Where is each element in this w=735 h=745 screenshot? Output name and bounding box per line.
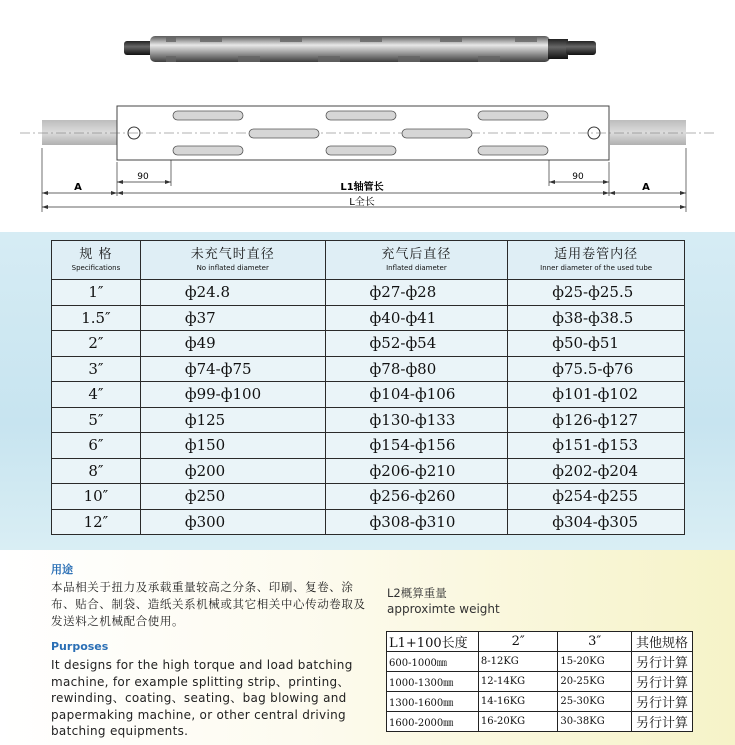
- spec-cell: ф150: [140, 433, 325, 459]
- dim-right-a: A: [642, 182, 650, 193]
- dim-right-90: 90: [572, 172, 584, 182]
- spec-header-cell: 规 格 Specifications: [52, 241, 141, 280]
- purposes-text-en: It designs for the high torque and load batching machine, for example splitting strip、printing、rewinding、coating、seating、bag blowing and papermaking machine, or other central driving batching equipments.: [51, 658, 353, 738]
- l1-label: L1轴管长: [340, 182, 384, 193]
- weight-title-en: approximte weight: [387, 602, 500, 616]
- product-diagram-area: [0, 0, 735, 232]
- spec-cell: ф308-ф310: [325, 509, 508, 535]
- weight-cell: 另行计算: [632, 712, 693, 732]
- spec-header-row: [52, 241, 685, 280]
- weight-table-body: [387, 652, 693, 732]
- shaft-photo: [124, 36, 596, 62]
- weight-cell: 另行计算: [632, 672, 693, 692]
- weight-cell: 20-25KG: [558, 672, 632, 692]
- weight-cell: 14-16KG: [478, 692, 558, 712]
- usage-title: 用途: [51, 563, 73, 576]
- spec-row: [52, 458, 685, 484]
- spec-row: [52, 484, 685, 510]
- spec-cell: ф206-ф210: [325, 458, 508, 484]
- weight-cell: 1000-1300㎜: [387, 672, 479, 692]
- spec-cell: ф24.8: [140, 280, 325, 306]
- spec-cell: ф130-ф133: [325, 407, 508, 433]
- spec-cell: ф74-ф75: [140, 356, 325, 382]
- spec-row: [52, 356, 685, 382]
- weight-header-cell: 2″: [478, 632, 558, 652]
- spec-cell: 5″: [52, 407, 141, 433]
- dim-left-90: 90: [137, 172, 149, 182]
- weight-row: [387, 652, 693, 672]
- spec-cell: ф49: [140, 331, 325, 357]
- spec-cell: ф154-ф156: [325, 433, 508, 459]
- spec-cell: ф25-ф25.5: [508, 280, 685, 306]
- spec-cell: ф99-ф100: [140, 382, 325, 408]
- spec-cell: ф250: [140, 484, 325, 510]
- spec-cell: ф52-ф54: [325, 331, 508, 357]
- weight-cell: 600-1000㎜: [387, 652, 479, 672]
- spec-cell: ф151-ф153: [508, 433, 685, 459]
- spec-table-body: [52, 280, 685, 535]
- spec-cell: ф27-ф28: [325, 280, 508, 306]
- spec-cell: ф50-ф51: [508, 331, 685, 357]
- weight-cell: 25-30KG: [558, 692, 632, 712]
- weight-cell: 另行计算: [632, 652, 693, 672]
- spec-cell: ф37: [140, 305, 325, 331]
- purposes-title: Purposes: [51, 640, 109, 653]
- weight-cell: 8-12KG: [478, 652, 558, 672]
- spec-row: [52, 331, 685, 357]
- weight-row: [387, 672, 693, 692]
- spec-cell: 2″: [52, 331, 141, 357]
- spec-cell: 6″: [52, 433, 141, 459]
- spec-cell: ф40-ф41: [325, 305, 508, 331]
- weight-cell: 15-20KG: [558, 652, 632, 672]
- weight-header-cell: L1+100长度: [387, 632, 479, 652]
- weight-cell: 1300-1600㎜: [387, 692, 479, 712]
- spec-header-cell: 未充气时直径 No inflated diameter: [140, 241, 325, 280]
- spec-row: [52, 433, 685, 459]
- spec-cell: ф104-ф106: [325, 382, 508, 408]
- spec-table: [51, 240, 685, 535]
- weight-cell: 30-38KG: [558, 712, 632, 732]
- spec-header-cell: 充气后直径 Inflated diameter: [325, 241, 508, 280]
- weight-header-cell: 其他规格: [632, 632, 693, 652]
- spec-cell: ф202-ф204: [508, 458, 685, 484]
- spec-cell: 10″: [52, 484, 141, 510]
- spec-cell: ф125: [140, 407, 325, 433]
- usage-text-cn: 本品相关于扭力及承载重量较高之分条、印刷、复卷、涂布、贴合、制袋、造纸关系机械或其它相关中心传动卷取及发送料之机械配合使用。: [51, 580, 366, 628]
- spec-cell: 4″: [52, 382, 141, 408]
- weight-cell: 1600-2000㎜: [387, 712, 479, 732]
- spec-cell: ф304-ф305: [508, 509, 685, 535]
- spec-row: [52, 382, 685, 408]
- weight-title-cn: L2概算重量: [387, 586, 447, 600]
- spec-cell: ф200: [140, 458, 325, 484]
- spec-cell: ф78-ф80: [325, 356, 508, 382]
- spec-cell: ф38-ф38.5: [508, 305, 685, 331]
- spec-cell: ф300: [140, 509, 325, 535]
- spec-cell: ф75.5-ф76: [508, 356, 685, 382]
- spec-cell: 1″: [52, 280, 141, 306]
- weight-header-row: [387, 632, 693, 652]
- weight-cell: 16-20KG: [478, 712, 558, 732]
- spec-cell: ф101-ф102: [508, 382, 685, 408]
- weight-table: [386, 631, 693, 732]
- shaft-drawing: [20, 106, 715, 212]
- spec-cell: 3″: [52, 356, 141, 382]
- dim-left-a: A: [74, 182, 82, 193]
- spec-row: [52, 509, 685, 535]
- spec-header-cell: 适用卷管内径 Inner diameter of the used tube: [508, 241, 685, 280]
- l-label: L全长: [349, 197, 375, 208]
- weight-header-cell: 3″: [558, 632, 632, 652]
- spec-cell: 8″: [52, 458, 141, 484]
- spec-row: [52, 280, 685, 306]
- spec-cell: ф126-ф127: [508, 407, 685, 433]
- spec-cell: 12″: [52, 509, 141, 535]
- weight-cell: 12-14KG: [478, 672, 558, 692]
- spec-cell: 1.5″: [52, 305, 141, 331]
- spec-row: [52, 407, 685, 433]
- air-shaft-diagram: [0, 0, 735, 232]
- spec-cell: ф256-ф260: [325, 484, 508, 510]
- weight-cell: 另行计算: [632, 692, 693, 712]
- weight-row: [387, 692, 693, 712]
- weight-row: [387, 712, 693, 732]
- spec-row: [52, 305, 685, 331]
- spec-cell: ф254-ф255: [508, 484, 685, 510]
